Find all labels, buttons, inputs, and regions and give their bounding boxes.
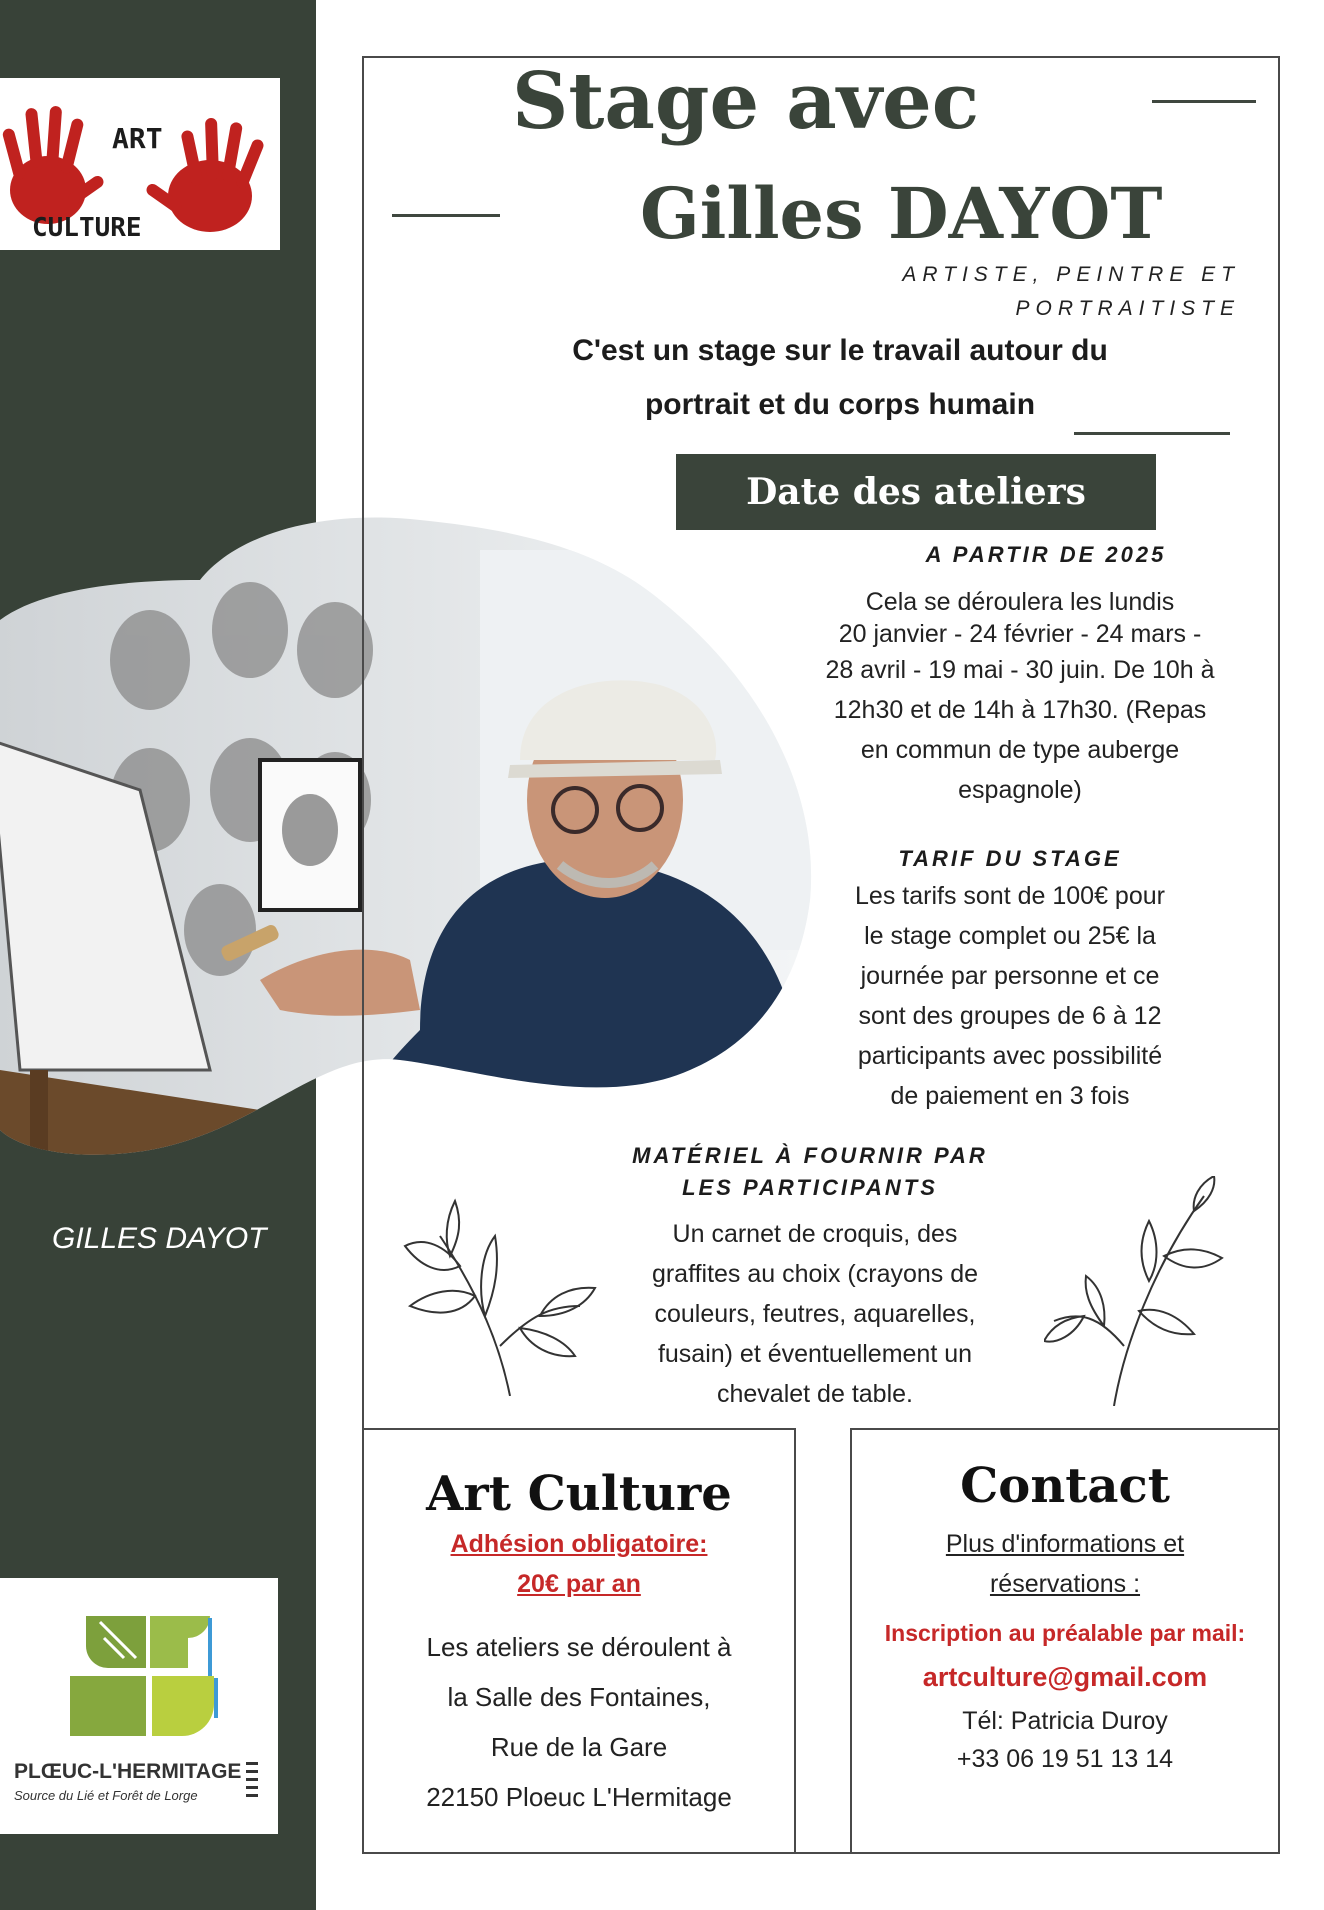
- art-culture-title: Art Culture: [426, 1466, 732, 1522]
- contact-info: [850, 1524, 1280, 1604]
- logo-art-text: ART: [112, 122, 163, 155]
- contact-phone: [850, 1702, 1280, 1778]
- contact-info-line2: réservations :: [989, 1570, 1141, 1598]
- contact-tel-name: Tél: Patricia Duroy: [962, 1707, 1168, 1735]
- red-hands-icon: [0, 78, 280, 250]
- materiel-heading: [580, 1140, 1040, 1204]
- page-title-line2: Gilles DAYOT: [640, 172, 1163, 255]
- contact-title: Contact: [960, 1458, 1170, 1514]
- tarif-line: le stage complet ou 25€ la: [864, 922, 1156, 950]
- dates-line: en commun de type auberge: [860, 736, 1180, 764]
- dates-text: [800, 586, 1240, 810]
- dates-line: 12h30 et de 14h à 17h30. (Repas: [833, 696, 1207, 724]
- dates-heading: A PARTIR DE 2025: [925, 542, 1167, 567]
- materiel-line: chevalet de table.: [717, 1380, 913, 1408]
- page-title-line1: Stage avec: [512, 56, 980, 147]
- tarif-line: participants avec possibilité: [857, 1042, 1163, 1070]
- contact-info-line1: Plus d'informations et: [945, 1530, 1185, 1558]
- dates-line: espagnole): [958, 776, 1082, 804]
- materiel-line: graffites au choix (crayons de: [651, 1260, 979, 1288]
- intro-text: [480, 324, 1200, 432]
- leaf-branch-right-icon: [1044, 1176, 1224, 1406]
- dates-line: 28 avril - 19 mai - 30 juin. De 10h à: [825, 656, 1215, 684]
- materiel-heading-line2: LES PARTICIPANTS: [682, 1175, 938, 1200]
- materiel-line: couleurs, feutres, aquarelles,: [654, 1300, 976, 1328]
- materiel-text: [610, 1214, 1020, 1414]
- dates-line: Cela se déroulera les lundis: [865, 588, 1175, 616]
- tarif-line: journée par personne et ce: [860, 962, 1160, 990]
- contact-tel-number: +33 06 19 51 13 14: [956, 1745, 1174, 1773]
- subtitle: [850, 258, 1240, 326]
- tarif-line: sont des groupes de 6 à 12: [858, 1002, 1162, 1030]
- decor-line: [1074, 432, 1230, 435]
- logo-culture-text: CULTURE: [32, 213, 142, 243]
- venue-line: Les ateliers se déroulent à: [426, 1632, 732, 1662]
- venue-text: [362, 1622, 796, 1822]
- inscription-text: Inscription au préalable par mail:: [884, 1620, 1246, 1646]
- venue-line: Rue de la Gare: [490, 1732, 668, 1762]
- subtitle-line2: PORTRAITISTE: [1015, 297, 1240, 320]
- ploeuc-tagline-text: Source du Lié et Forêt de Lorge: [14, 1788, 198, 1803]
- subtitle-line1: ARTISTE, PEINTRE ET: [902, 263, 1240, 286]
- intro-line2: portrait et du corps humain: [644, 388, 1036, 421]
- decor-line: [392, 214, 500, 217]
- venue-line: 22150 Ploeuc L'Hermitage: [426, 1782, 732, 1812]
- adhesion-line1: Adhésion obligatoire:: [450, 1530, 708, 1558]
- dates-banner: Date des ateliers: [676, 454, 1156, 530]
- contact-email-link[interactable]: artculture@gmail.com: [922, 1662, 1208, 1692]
- tarif-heading: TARIF DU STAGE: [898, 846, 1122, 871]
- venue-line: la Salle des Fontaines,: [447, 1682, 711, 1712]
- art-culture-logo: [0, 78, 280, 250]
- materiel-heading-line1: MATÉRIEL À FOURNIR PAR: [632, 1143, 988, 1168]
- leaf-branch-left-icon: [400, 1196, 600, 1396]
- ploeuc-name-text: PLŒUC-L'HERMITAGE: [14, 1760, 242, 1783]
- decor-line: [1152, 100, 1256, 103]
- intro-line1: C'est un stage sur le travail autour du: [572, 334, 1108, 367]
- photo-caption: GILLES DAYOT: [52, 1222, 267, 1255]
- dates-line: 20 janvier - 24 février - 24 mars -: [838, 620, 1202, 648]
- materiel-line: fusain) et éventuellement un: [657, 1340, 973, 1368]
- ploeuc-leaf-icon: [0, 1578, 278, 1834]
- ploeuc-logo: [0, 1578, 278, 1834]
- adhesion-line2: 20€ par an: [517, 1570, 641, 1598]
- tarif-line: de paiement en 3 fois: [890, 1082, 1130, 1110]
- tarif-text: [820, 876, 1200, 1116]
- materiel-line: Un carnet de croquis, des: [672, 1220, 958, 1248]
- adhesion-text: [362, 1524, 796, 1604]
- tarif-line: Les tarifs sont de 100€ pour: [855, 882, 1165, 910]
